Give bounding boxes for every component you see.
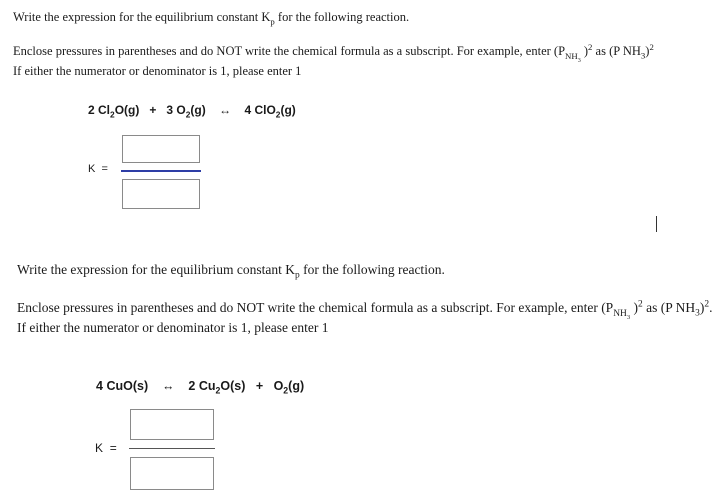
equilibrium-arrow-icon: ↔	[162, 379, 175, 393]
text-cursor	[656, 216, 657, 232]
p2-denominator-input[interactable]	[130, 457, 214, 490]
p2-instruction-title: Write the expression for the equilibrium constant $K_p$ for the following reaction.	[17, 262, 445, 281]
p1-k-label: K =	[88, 163, 108, 175]
p2-k-label: K =	[95, 441, 117, 455]
p1-reaction-equation: 2 $Cl_2O(g)$ + 3 $O_2(g)$ ↔ 4 ClO$_2$(g)	[88, 103, 296, 120]
p2-fraction-bar	[129, 448, 215, 449]
p1-instruction-title: Write the expression for the equilibrium constant $K_p$ for the following reaction.	[13, 10, 410, 27]
p1-instruction-format: Enclose pressures in parentheses and do NOT write the chemical formula as a subscript. For example, enter ($P_{NH_3}$ )$^2$ as (P $NH_3)^2$	[13, 41, 654, 64]
p1-denominator-input[interactable]	[122, 179, 200, 209]
p2-instruction-note: If either the numerator or denominator is 1, please enter 1	[17, 320, 329, 335]
p1-instruction-note: If either the numerator or denominator is 1, please enter 1	[13, 64, 302, 78]
p2-numerator-input[interactable]	[130, 409, 214, 440]
p1-numerator-input[interactable]	[122, 135, 200, 163]
p1-fraction-bar	[121, 170, 201, 172]
p2-reaction-equation: 4 CuO(s) ↔ 2 $Cu_2O(s)$ + $O_2(g)$	[96, 379, 305, 396]
equilibrium-arrow-icon: ↔	[219, 103, 232, 117]
p2-instruction-format: Enclose pressures in parentheses and do NOT write the chemical formula as a subscript. For example, enter ($P_{NH_3}$ )$^2$ as (P $NH_3)^2$	[17, 299, 710, 321]
